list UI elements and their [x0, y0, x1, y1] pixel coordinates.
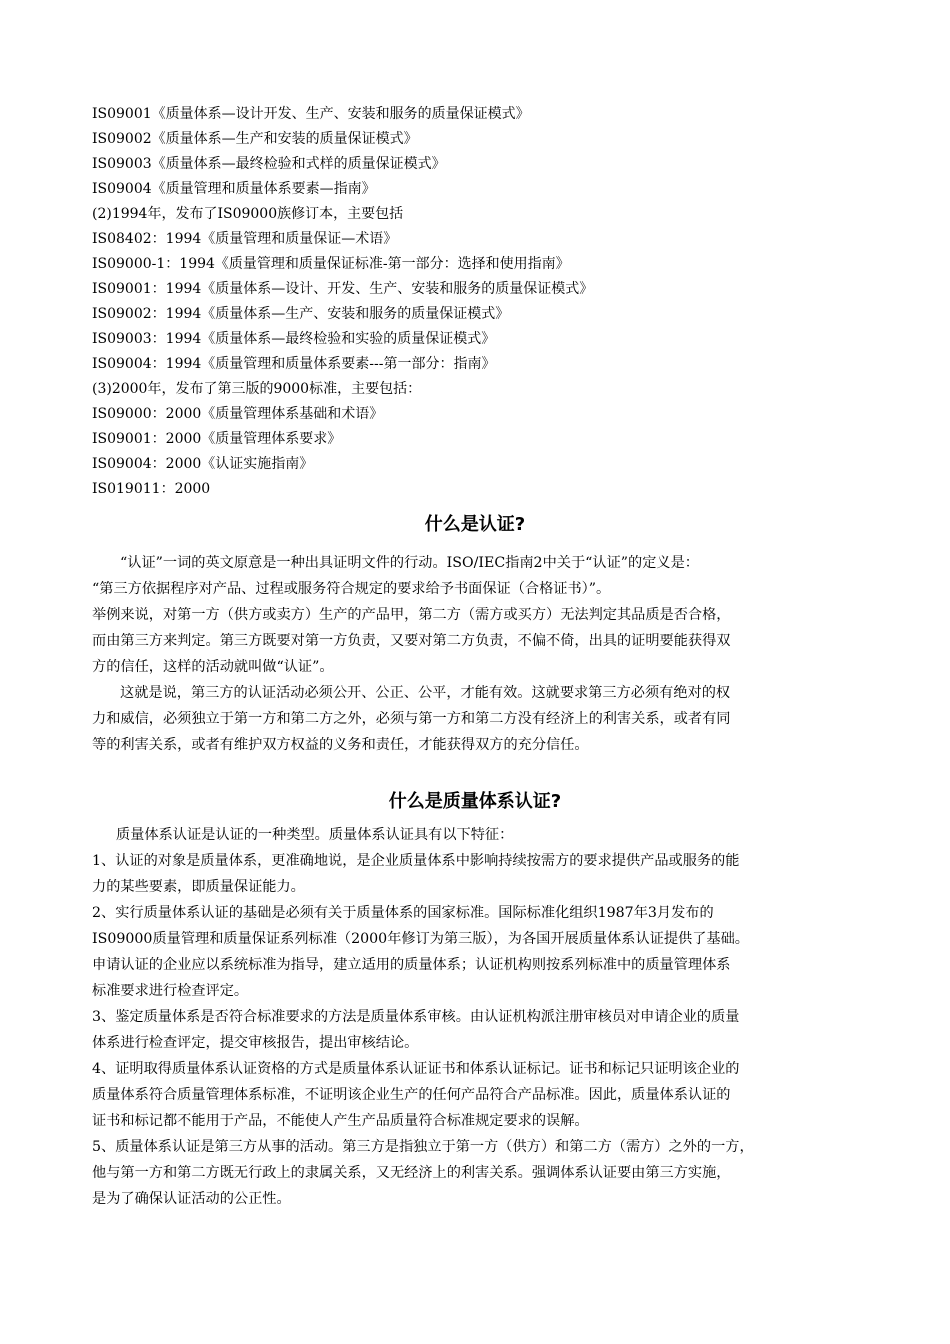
section-heading-quality-system: 什么是质量体系认证?	[388, 791, 562, 812]
paragraph-intro	[92, 822, 862, 848]
standards-list	[92, 102, 872, 502]
list-item: IS09000-1：1994《质量管理和质量保证标准-第一部分：选择和使用指南》	[92, 256, 570, 272]
text-line: 是为了确保认证活动的公正性。	[92, 1191, 291, 1207]
text-line: “认证”一词的英文原意是一种出具证明文件的行动。ISO/IEC指南2中关于“认证”的定义是：	[120, 555, 699, 571]
text-line: 3、鉴定质量体系是否符合标准要求的方法是质量体系审核。由认证机构派注册审核员对申请企业的质量	[92, 1009, 740, 1025]
text-line: 他与第一方和第二方既无行政上的隶属关系，又无经济上的利害关系。强调体系认证要由第三方实施，	[92, 1165, 731, 1181]
text-line: 2、实行质量体系认证的基础是必须有关于质量体系的国家标准。国际标准化组织1987年3月发布的	[92, 905, 714, 921]
list-item: (3)2000年，发布了第三版的9000标准，主要包括：	[92, 381, 422, 397]
section-quality-system-body	[92, 822, 862, 1212]
list-item: IS019011：2000	[92, 481, 211, 497]
text-line: 质量体系认证是认证的一种类型。质量体系认证具有以下特征：	[116, 827, 514, 843]
text-line: 这就是说，第三方的认证活动必须公开、公正、公平，才能有效。这就要求第三方必须有绝对的权	[120, 685, 731, 701]
list-item: IS09000：2000《质量管理体系基础和术语》	[92, 406, 384, 422]
text-line: 标准要求进行检查评定。	[92, 983, 249, 999]
text-line: 1、认证的对象是质量体系，更准确地说，是企业质量体系中影响持续按需方的要求提供产品或服务的能	[92, 853, 740, 869]
list-item: IS09002《质量体系—生产和安装的质量保证模式》	[92, 131, 418, 147]
list-item: IS09001《质量体系—设计开发、生产、安装和服务的质量保证模式》	[92, 106, 530, 122]
text-line: 方的信任，这样的活动就叫做“认证”。	[92, 659, 334, 675]
list-item: IS09001：1994《质量体系—设计、开发、生产、安装和服务的质量保证模式》	[92, 281, 594, 297]
text-line: 申请认证的企业应以系统标准为指导，建立适用的质量体系；认证机构则按系列标准中的质量管理体系	[92, 957, 731, 973]
list-item: IS09004《质量管理和质量体系要素—指南》	[92, 181, 376, 197]
text-line: “第三方依据程序对产品、过程或服务符合规定的要求给予书面保证（合格证书）”。	[92, 581, 611, 597]
text-line: 4、证明取得质量体系认证资格的方式是质量体系认证证书和体系认证标记。证书和标记只证明该企业的	[92, 1061, 740, 1077]
text-line: 举例来说，对第一方（供方或卖方）生产的产品甲，第二方（需方或买方）无法判定其品质是否合格，	[92, 607, 731, 623]
feature-item-4	[92, 1056, 862, 1134]
feature-item-5	[92, 1134, 862, 1212]
list-item: IS09001：2000《质量管理体系要求》	[92, 431, 342, 447]
list-item: IS08402：1994《质量管理和质量保证—术语》	[92, 231, 398, 247]
text-line: 力和威信，必须独立于第一方和第二方之外，必须与第一方和第二方没有经济上的利害关系，或者有同	[92, 711, 731, 727]
list-item: (2)1994年，发布了IS09000族修订本，主要包括	[92, 206, 404, 222]
text-line: IS09000质量管理和质量保证系列标准（2000年修订为第三版），为各国开展质量体系认证提供了基础。	[92, 931, 749, 947]
feature-item-3	[92, 1004, 862, 1056]
feature-item-2	[92, 900, 862, 1004]
text-line: 力的某些要素，即质量保证能力。	[92, 879, 305, 895]
text-line: 而由第三方来判定。第三方既要对第一方负责，又要对第二方负责，不偏不倚，出具的证明要能获得双	[92, 633, 731, 649]
list-item: IS09004：2000《认证实施指南》	[92, 456, 314, 472]
feature-item-1	[92, 848, 862, 900]
paragraph-example	[92, 602, 862, 680]
text-line: 等的利害关系，或者有维护双方权益的义务和责任，才能获得双方的充分信任。	[92, 737, 589, 753]
section-certification-body	[92, 550, 862, 758]
list-item: IS09004：1994《质量管理和质量体系要素---第一部分：指南》	[92, 356, 496, 372]
text-line: 5、质量体系认证是第三方从事的活动。第三方是指独立于第一方（供方）和第二方（需方）之外的一方，	[92, 1139, 754, 1155]
text-line: 质量体系符合质量管理体系标准，不证明该企业生产的任何产品符合产品标准。因此，质量体系认证的	[92, 1087, 731, 1103]
text-line: 证书和标记都不能用于产品，不能使人产生产品质量符合标准规定要求的误解。	[92, 1113, 589, 1129]
list-item: IS09003《质量体系—最终检验和式样的质量保证模式》	[92, 156, 446, 172]
section-heading-certification: 什么是认证?	[424, 514, 526, 535]
text-line: 体系进行检查评定，提交审核报告，提出审核结论。	[92, 1035, 419, 1051]
list-item: IS09002：1994《质量体系—生产、安装和服务的质量保证模式》	[92, 306, 510, 322]
paragraph-third-party	[92, 680, 862, 758]
paragraph-definition	[92, 550, 862, 602]
list-item: IS09003：1994《质量体系—最终检验和实验的质量保证模式》	[92, 331, 496, 347]
